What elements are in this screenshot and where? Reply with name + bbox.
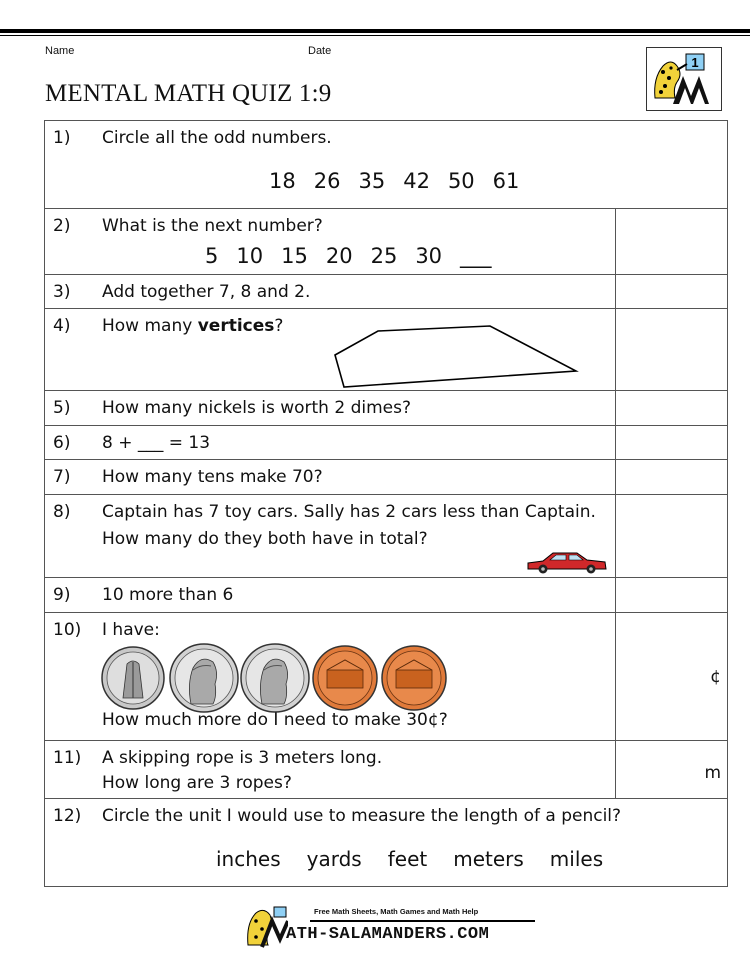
number-option[interactable]: 26 xyxy=(313,169,341,193)
number-option[interactable]: 18 xyxy=(269,169,296,193)
question-text: How many vertices? xyxy=(102,316,284,336)
name-label: Name xyxy=(45,45,75,57)
question-11 xyxy=(45,741,616,799)
quiz-table xyxy=(44,120,728,887)
answer-box-2[interactable] xyxy=(616,209,728,275)
salamander-icon xyxy=(647,48,721,110)
answer-box-7[interactable] xyxy=(616,460,728,495)
number-option[interactable]: 35 xyxy=(358,169,386,193)
page-title: MENTAL MATH QUIZ 1:9 xyxy=(45,80,332,107)
question-text: Captain has 7 toy cars. Sally has 2 cars less than Captain. xyxy=(102,502,596,522)
question-text: 8 + ___ = 13 xyxy=(102,433,211,453)
question-number: 12) xyxy=(53,806,82,826)
question-number: 9) xyxy=(53,585,71,605)
question-text: 10 more than 6 xyxy=(102,585,234,605)
question-text: How long are 3 ropes? xyxy=(102,773,292,793)
question-number: 8) xyxy=(53,502,71,522)
top-rule xyxy=(0,29,750,33)
sequence-number: 20 xyxy=(325,244,353,268)
salamander-logo xyxy=(646,47,722,111)
question-10 xyxy=(45,613,616,741)
question-number: 1) xyxy=(53,128,71,148)
number-option[interactable]: 61 xyxy=(492,169,520,193)
answer-box-3[interactable] xyxy=(616,275,728,309)
question-text: What is the next number? xyxy=(102,216,323,236)
number-option[interactable]: 50 xyxy=(447,169,475,193)
sequence-row xyxy=(205,244,510,268)
unit-option[interactable]: miles xyxy=(549,847,604,871)
answer-box-4[interactable] xyxy=(616,309,728,391)
nickel-coin xyxy=(170,644,238,712)
sequence-number: 5 xyxy=(205,244,219,268)
sequence-number: 10 xyxy=(236,244,264,268)
penny-coin xyxy=(382,646,446,710)
cents-unit: ¢ xyxy=(710,667,721,687)
footer-divider xyxy=(310,920,535,922)
question-text: How many do they both have in total? xyxy=(102,529,428,549)
logo-badge: 1 xyxy=(691,55,699,70)
question-2 xyxy=(45,209,616,275)
question-number: 2) xyxy=(53,216,71,236)
question-number: 6) xyxy=(53,433,71,453)
dime-coin xyxy=(102,647,164,709)
answer-box-11[interactable] xyxy=(616,741,728,799)
footer-site-name[interactable]: ATH-SALAMANDERS.COM xyxy=(286,925,490,944)
odd-numbers-row xyxy=(269,169,537,193)
question-text: A skipping rope is 3 meters long. xyxy=(102,748,383,768)
question-7 xyxy=(45,460,616,495)
question-text: Circle the unit I would use to measure the length of a pencil? xyxy=(102,806,622,826)
question-number: 10) xyxy=(53,620,82,640)
unit-option[interactable]: meters xyxy=(453,847,524,871)
blank-answer[interactable]: ___ xyxy=(460,244,492,268)
question-1 xyxy=(45,121,728,209)
red-car-icon xyxy=(525,549,609,575)
unit-option[interactable]: feet xyxy=(387,847,428,871)
question-text: How many nickels is worth 2 dimes? xyxy=(102,398,411,418)
answer-box-8[interactable] xyxy=(616,495,728,578)
top-rule-thin xyxy=(0,35,750,36)
question-number: 5) xyxy=(53,398,71,418)
coins-row xyxy=(101,640,451,716)
question-text: Circle all the odd numbers. xyxy=(102,128,332,148)
footer-tagline: Free Math Sheets, Math Games and Math Help xyxy=(314,907,479,916)
question-text: I have: xyxy=(102,620,160,640)
question-number: 7) xyxy=(53,467,71,487)
unit-option[interactable]: inches xyxy=(216,847,281,871)
question-text: How many tens make 70? xyxy=(102,467,323,487)
question-12 xyxy=(45,799,728,887)
question-4 xyxy=(45,309,616,391)
nickel-coin xyxy=(241,644,309,712)
unit-option[interactable]: yards xyxy=(306,847,362,871)
question-3 xyxy=(45,275,616,309)
question-number: 11) xyxy=(53,748,82,768)
question-text: Add together 7, 8 and 2. xyxy=(102,282,311,302)
sequence-number: 15 xyxy=(281,244,308,268)
question-6 xyxy=(45,426,616,460)
date-label: Date xyxy=(308,45,332,57)
question-number: 4) xyxy=(53,316,71,336)
question-8 xyxy=(45,495,616,578)
units-row xyxy=(216,847,621,871)
meters-unit: m xyxy=(704,763,721,783)
answer-box-10[interactable] xyxy=(616,613,728,741)
question-text: How much more do I need to make 30¢? xyxy=(102,710,448,730)
sequence-number: 25 xyxy=(370,244,398,268)
question-5 xyxy=(45,391,616,426)
pentagon-shape xyxy=(330,319,590,391)
question-9 xyxy=(45,578,616,613)
number-option[interactable]: 42 xyxy=(403,169,430,193)
footer-salamander-icon xyxy=(244,903,288,949)
question-number: 3) xyxy=(53,282,71,302)
sequence-number: 30 xyxy=(415,244,443,268)
answer-box-9[interactable] xyxy=(616,578,728,613)
answer-box-5[interactable] xyxy=(616,391,728,426)
answer-box-6[interactable] xyxy=(616,426,728,460)
penny-coin xyxy=(313,646,377,710)
